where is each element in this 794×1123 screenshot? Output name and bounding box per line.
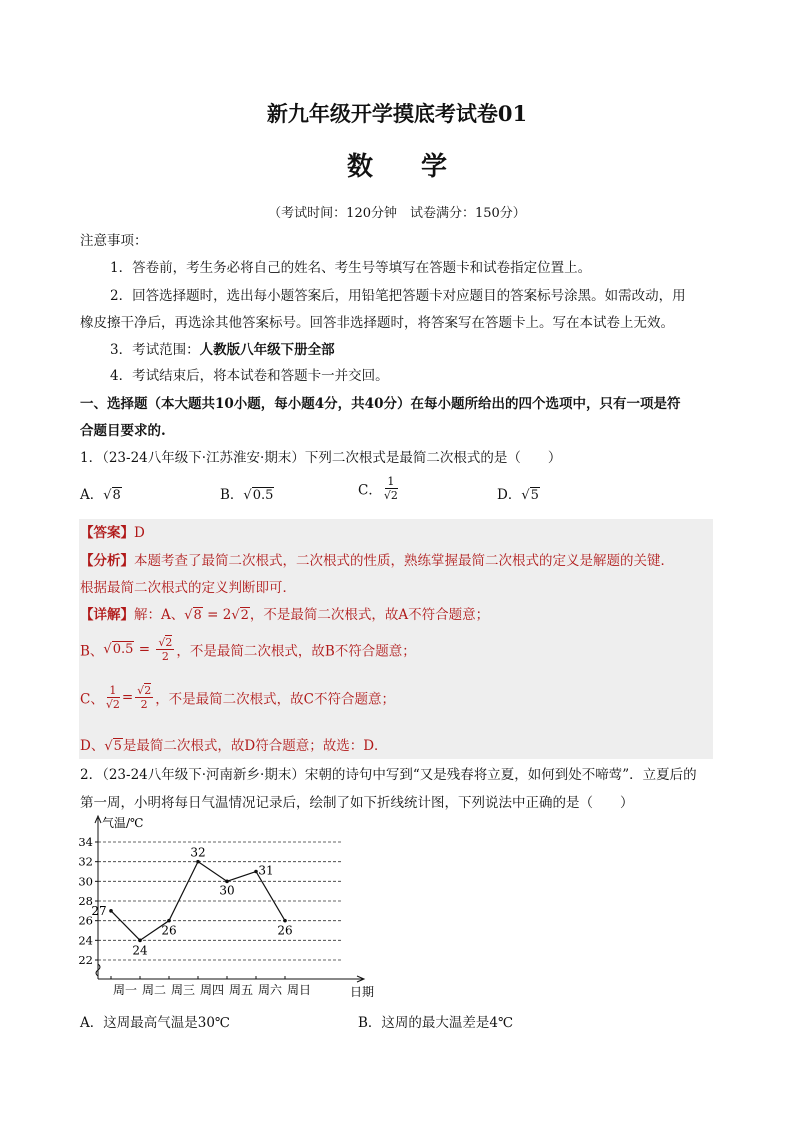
radicand: 2 — [112, 698, 120, 711]
y-tick-label: 24 — [78, 933, 93, 948]
detail-c-suffix: ，不是最简二次根式，故C不符合题意； — [155, 691, 396, 708]
y-tick-label: 34 — [78, 835, 93, 849]
data-point — [167, 919, 171, 923]
sqrt-symbol: √8 — [184, 608, 202, 623]
y-tick-label: 28 — [78, 894, 93, 908]
note-4: 4．考试结束后，将本试卷和答题卡一并交回。 — [110, 368, 389, 384]
section-1-heading: 一、选择题（本大题共10小题，每小题4分，共40分）在每小题所给出的四个选项中，只有一项是符 — [80, 396, 681, 412]
q2-stem-line-2: 第一周，小明将每日气温情况记录后，绘制了如下折线统计图，下列说法中正确的是（ ） — [80, 795, 634, 811]
fraction-numerator: 1 — [387, 475, 395, 488]
analysis-line — [80, 549, 674, 569]
fraction-numerator: √2 — [137, 684, 152, 697]
radicand: 2 — [144, 684, 152, 697]
section-1-heading-cont: 合题目要求的. — [80, 423, 166, 439]
data-point — [138, 939, 142, 943]
q1-option-c — [358, 475, 400, 502]
subject-heading: 数学 — [346, 152, 495, 182]
radicand: 0.5 — [112, 642, 134, 657]
sqrt-symbol: √5 — [104, 739, 122, 754]
note-3-scope: 人教版八年级下册全部 — [199, 342, 335, 358]
data-point — [196, 860, 200, 864]
fraction-numerator: 1 — [109, 684, 117, 697]
detail-line-d — [80, 734, 388, 754]
detail-b-prefix: B、 — [80, 643, 104, 660]
y-tick-label: 26 — [78, 913, 93, 928]
q1-option-d-label: D． — [497, 487, 522, 503]
note-2: 2．回答选择题时，选出每小题答案后，用铅笔把答题卡对应题目的答案标号涂黑。如需改动，用 — [110, 288, 686, 304]
detail-d-prefix: D、 — [80, 738, 105, 754]
notes-header: 注意事项： — [80, 233, 148, 249]
data-label: 26 — [277, 923, 293, 938]
temperature-line-chart — [80, 812, 390, 1004]
fraction-numerator: √2 — [158, 636, 173, 649]
sqrt-symbol: √0.5 — [103, 642, 134, 657]
q1-option-a — [80, 483, 122, 503]
radicand: 2 — [390, 489, 398, 502]
y-tick-label: 22 — [78, 953, 93, 967]
q1-stem: 1．（23-24八年级下·江苏淮安·期末）下列二次根式是最简二次根式的是（ ） — [80, 450, 562, 466]
detail-c-equals: = — [121, 689, 134, 706]
analysis-tag: 【分析】 — [80, 553, 134, 569]
q2-option-b: B．这周的最大温差是4℃ — [358, 1015, 514, 1031]
fraction-denominator: 2 — [161, 650, 169, 663]
fraction — [384, 475, 398, 502]
q1-option-a-radicand: 8 — [112, 488, 121, 503]
radicand: 8 — [193, 608, 202, 623]
note-1: 1．答卷前，考生务必将自己的姓名、考生号等填写在答题卡和试卷指定位置上。 — [110, 260, 592, 276]
detail-b-equals: = — [134, 641, 155, 658]
x-tick-label: 周二 — [141, 983, 167, 997]
sqrt-symbol: √2 — [231, 608, 249, 623]
data-label: 32 — [190, 845, 206, 860]
q2-option-a: A．这周最高气温是30℃ — [80, 1015, 231, 1031]
fraction — [156, 636, 174, 663]
y-axis-label: 气温/℃ — [102, 816, 144, 830]
data-point — [283, 919, 287, 923]
data-label: 24 — [132, 943, 148, 958]
radicand: 5 — [113, 739, 122, 754]
exam-time-info: （考试时间：120分钟 试卷满分：150分） — [268, 206, 526, 221]
analysis-text-cont: 根据最简二次根式的定义判断即可． — [80, 580, 296, 596]
data-label: 26 — [161, 923, 177, 938]
q2-stem-line-1: 2．（23-24八年级下·河南新乡·期末）宋朝的诗句中写到“又是残春将立夏，如何到处不啼莺”．立夏后的 — [80, 767, 697, 783]
fraction-denominator: √2 — [383, 489, 398, 502]
detail-line-c — [80, 684, 395, 711]
x-tick-label: 周三 — [170, 983, 196, 997]
sqrt-symbol: √8 — [103, 488, 121, 503]
radicand: 2 — [165, 636, 173, 649]
x-axis-label: 日期 — [350, 985, 375, 999]
y-tick-label: 32 — [78, 854, 93, 869]
x-tick-label: 周五 — [228, 983, 254, 997]
fraction — [135, 684, 153, 711]
detail-tag: 【详解】 — [80, 607, 134, 623]
fraction-denominator: 2 — [140, 698, 148, 711]
note-3-label: 3．考试范围： — [110, 342, 200, 358]
detail-line-b — [80, 636, 416, 663]
x-tick-label: 周一 — [112, 983, 138, 997]
x-tick-label: 周四 — [199, 983, 225, 997]
q1-option-b — [220, 483, 274, 503]
answer-tag: 【答案】 — [80, 525, 134, 541]
answer-line — [80, 521, 145, 541]
detail-b-suffix: ，不是最简二次根式，故B不符合题意； — [176, 643, 416, 660]
detail-a-suffix: ，不是最简二次根式，故A不符合题意； — [249, 607, 490, 623]
data-point — [254, 870, 258, 874]
x-tick-label: 周六 — [257, 983, 283, 997]
fraction — [106, 684, 120, 711]
sqrt-symbol: √0.5 — [243, 488, 274, 503]
page-title: 新九年级开学摸底考试卷01 — [266, 101, 528, 126]
data-label: 31 — [258, 863, 274, 878]
q1-option-b-label: B． — [220, 487, 244, 503]
q1-option-c-label: C． — [358, 482, 382, 499]
detail-a-prefix: 解：A、 — [134, 607, 185, 623]
data-point — [109, 909, 113, 913]
note-2-cont: 橡皮擦干净后，再选涂其他答案标号。回答非选择题时，将答案写在答题卡上。写在本试卷上无效。 — [80, 315, 674, 331]
y-tick-label: 30 — [78, 874, 93, 889]
data-label: 30 — [219, 883, 235, 898]
radicand: 2 — [240, 608, 249, 623]
detail-line-a — [80, 603, 489, 623]
x-tick-label: 周日 — [286, 983, 312, 997]
q1-option-d-radicand: 5 — [530, 488, 539, 503]
detail-d-suffix: 是最简二次根式，故D符合题意；故选：D． — [122, 738, 388, 754]
fraction-denominator: √2 — [105, 698, 120, 711]
q1-option-b-radicand: 0.5 — [252, 488, 274, 503]
q1-option-d — [497, 483, 540, 503]
q1-option-a-label: A． — [80, 487, 104, 503]
detail-a-equals: = 2 — [202, 607, 232, 623]
analysis-text: 本题考查了最简二次根式，二次根式的性质，熟练掌握最简二次根式的定义是解题的关键． — [134, 553, 674, 569]
answer-value: D — [134, 525, 145, 541]
note-3 — [110, 338, 335, 358]
sqrt-symbol: √5 — [521, 488, 539, 503]
detail-c-prefix: C、 — [80, 691, 104, 708]
data-label: 27 — [91, 903, 107, 918]
